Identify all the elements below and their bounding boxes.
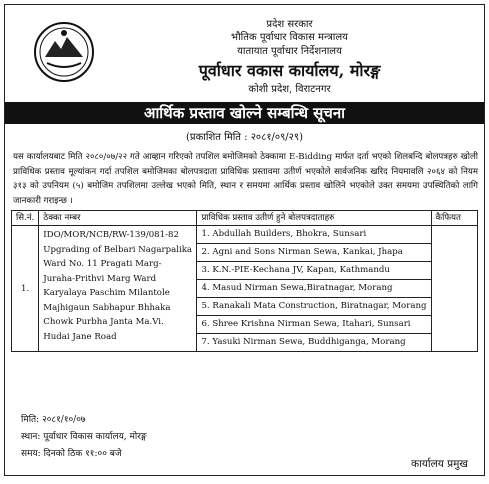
bidder-item: 2. Agni and Sons Nirman Sewa, Kankai, Jhapa	[197, 244, 431, 262]
serial-number: 1.	[12, 226, 39, 352]
col-bidders: प्राविधिक प्रस्ताव उतीर्ण हुने बोलपत्रदाताहरु	[197, 211, 431, 226]
contract-description: IDO/MOR/NCB/RW-139/081-82 Upgrading of Belbari Nagarpalika Ward No. 11 Pragati Marg-Juraha-Prithvi Marg Ward Karyalaya Paschim Milantole Majhigaun Sabhapur Bhhaka Chowk Purbha Janta Ma.Vi. Hudai Jane Road	[39, 226, 197, 352]
bidder-item: 4. Masud Nirman Sewa,Biratnagar, Morang	[197, 280, 431, 298]
bidder-item: 3. K.N.-PIE-Kechana JV, Kapan, Kathmandu	[197, 262, 431, 280]
col-sn: सि.नं.	[12, 211, 39, 226]
table-header-row	[12, 211, 478, 226]
notice-title: आर्थिक प्रस्ताव खोल्ने सम्बन्धि सूचना	[5, 102, 484, 124]
bidder-item: 6. Shree Krishna Nirman Sewa, Itahari, Sunsari	[197, 316, 431, 334]
signature-title: कार्यालय प्रमुख	[411, 458, 468, 470]
col-remarks: कैफियत	[431, 211, 477, 226]
opening-time: समय: दिनको ठिक ११:०० बजे	[21, 449, 122, 459]
remarks-cell	[431, 226, 477, 352]
notice-page	[4, 4, 485, 476]
col-contract: ठेक्का नम्बर	[39, 211, 197, 226]
office-address: कोशी प्रदेश, विराटनगर	[248, 84, 331, 95]
notice-body: यस कार्यालयबाट मिति २०८०/०७/२२ गते आव्हान गरिएको तपशिल बमोजिमको ठेक्कामा E-Bidding मार्फत दर्ता भएको शिलबन्दि बोलपत्रहरु खोली प्राविधिक प्रस्ताव मूल्यांकन गर्दा तपशिल बमोजिमका बोलपत्रदाता प्राविधिक प्रस्तावमा उतीर्ण भएकोले सार्वजनिक खरिद नियमावलि २०६४ को नियम ३१३ को उपनियम (५) बमोजिम तपशिलमा उल्लेख भएको मिति, स्थान र समयमा आर्थिक प्रस्ताव खोलिने भएकोले उक्त समयमा उपस्थितिको लागि जानकारी गराइन्छ ।	[13, 152, 478, 206]
published-date: (प्रकाशित मिति : २०८१/०९/२९)	[186, 132, 303, 143]
bidder-item: 7. Yasuki Nirman Sewa, Buddhiganga, Morang	[197, 334, 431, 352]
header-line-province: प्रदेश सरकार	[266, 19, 313, 30]
header-line-ministry: भौतिक पूर्वाधार विकास मन्त्रालय	[231, 32, 348, 43]
opening-date: मिति: २०८१/१०/०७	[21, 415, 86, 425]
office-name: पूर्वाधार वकास कार्यालय, मोरङ्ग	[198, 61, 381, 80]
nepal-emblem-icon	[33, 21, 95, 83]
bidders-table	[11, 210, 478, 352]
bidder-item: 1. Abdullah Builders, Bhokra, Sunsari	[197, 226, 431, 244]
table-row	[12, 226, 478, 244]
opening-place: स्थान: पूर्वाधार विकास कार्यालय, मोरङ्ग	[21, 432, 147, 442]
header-line-directorate: यातायात पूर्वाधार निर्देशनालय	[237, 46, 342, 57]
bidder-item: 5. Ranakali Mata Construction, Biratnagar, Morang	[197, 298, 431, 316]
